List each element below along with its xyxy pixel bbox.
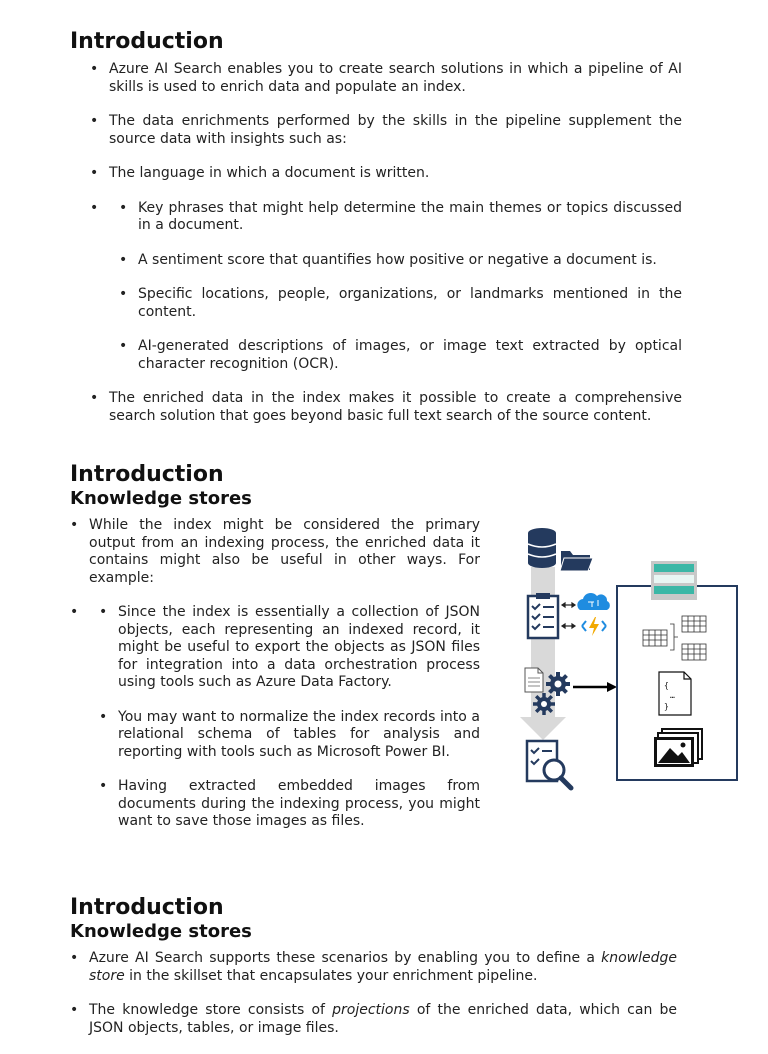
database-icon [528, 528, 556, 568]
text-run: The knowledge store consists of [89, 1002, 333, 1018]
text-run: of the enriched data, which can be JSON objects, tables, or image files. [89, 1002, 677, 1036]
json-close-brace: } [664, 702, 669, 711]
section-3 [70, 895, 677, 1054]
ai-brain-icon [577, 593, 610, 610]
sub-list-container [89, 604, 480, 831]
gear-icon [546, 672, 570, 696]
section-2-subtitle: Knowledge stores [70, 488, 252, 509]
projection-arrow [573, 682, 617, 692]
storage-icon [651, 561, 697, 600]
json-file-icon [659, 672, 691, 715]
sub-list-item: • A sentiment score that quantifies how positive or negative a document is. [138, 252, 682, 270]
section-3-title: Introduction [70, 895, 224, 920]
section-2-list [89, 517, 480, 831]
sub-list-item: • You may want to normalize the index records into a relational schema of tables for analysis and reporting with tools such as Microsoft Power BI. [118, 709, 480, 762]
section-3-subtitle: Knowledge stores [70, 921, 252, 942]
knowledge-store-diagram [518, 522, 743, 807]
gear-icon [533, 693, 555, 715]
search-index-icon [527, 741, 571, 788]
term-projections: projections [332, 1002, 410, 1018]
images-icon [654, 729, 702, 767]
json-open-brace: { [664, 681, 669, 690]
list-item: • While the index might be considered the primary output from an indexing process, the enriched data it contains might also be useful in other ways. For example: [89, 517, 480, 587]
text-run: in the skillset that encapsulates your enrichment pipeline. [124, 967, 538, 984]
list-item: • The data enrichments performed by the skills in the pipeline supplement the source data with insights such as: [109, 113, 682, 148]
list-item [89, 950, 677, 985]
section-1 [70, 29, 682, 442]
sub-list-item: • Having extracted embedded images from documents during the indexing process, you might want to save those images as files. [118, 778, 480, 831]
section-2-sub-list [118, 604, 480, 831]
checklist-icon [528, 593, 558, 638]
sub-list-item: • • Since the index is essentially a collection of JSON objects, each representing an indexed record, it might be useful to export the objects as JSON files for integration into a data orchestration process using tools such as Azure Data Factory. [118, 604, 480, 692]
list-item: • Azure AI Search enables you to create search solutions in which a pipeline of AI skills is used to enrich data and populate an index. [109, 61, 682, 96]
section-2-title: Introduction [70, 462, 224, 487]
term-knowledge-store: knowledge store [89, 950, 677, 984]
list-item: • The enriched data in the index makes it possible to create a comprehensive search solution that goes beyond basic full text search of the source content. [109, 390, 682, 425]
section-1-title: Introduction [70, 29, 224, 54]
json-ellipsis: … [670, 691, 675, 700]
function-icon [582, 617, 606, 636]
sub-list-container [109, 200, 682, 374]
document-icon [525, 668, 543, 692]
sub-list-item: • • Key phrases that might help determine the main themes or topics discussed in a document. [138, 200, 682, 235]
section-1-list [109, 61, 682, 425]
connector-arrows [562, 603, 575, 628]
list-item: • The language in which a document is written. [109, 165, 682, 183]
section-2 [70, 462, 480, 848]
sub-list-item: • Specific locations, people, organizations, or landmarks mentioned in the content. [138, 286, 682, 321]
sub-list-item: • AI-generated descriptions of images, or image text extracted by optical character recognition (OCR). [138, 338, 682, 373]
text-run: Azure AI Search supports these scenarios by enabling you to define a [89, 950, 602, 966]
section-1-sub-list [138, 200, 682, 374]
list-item [89, 1002, 677, 1037]
folder-icon [560, 551, 593, 571]
